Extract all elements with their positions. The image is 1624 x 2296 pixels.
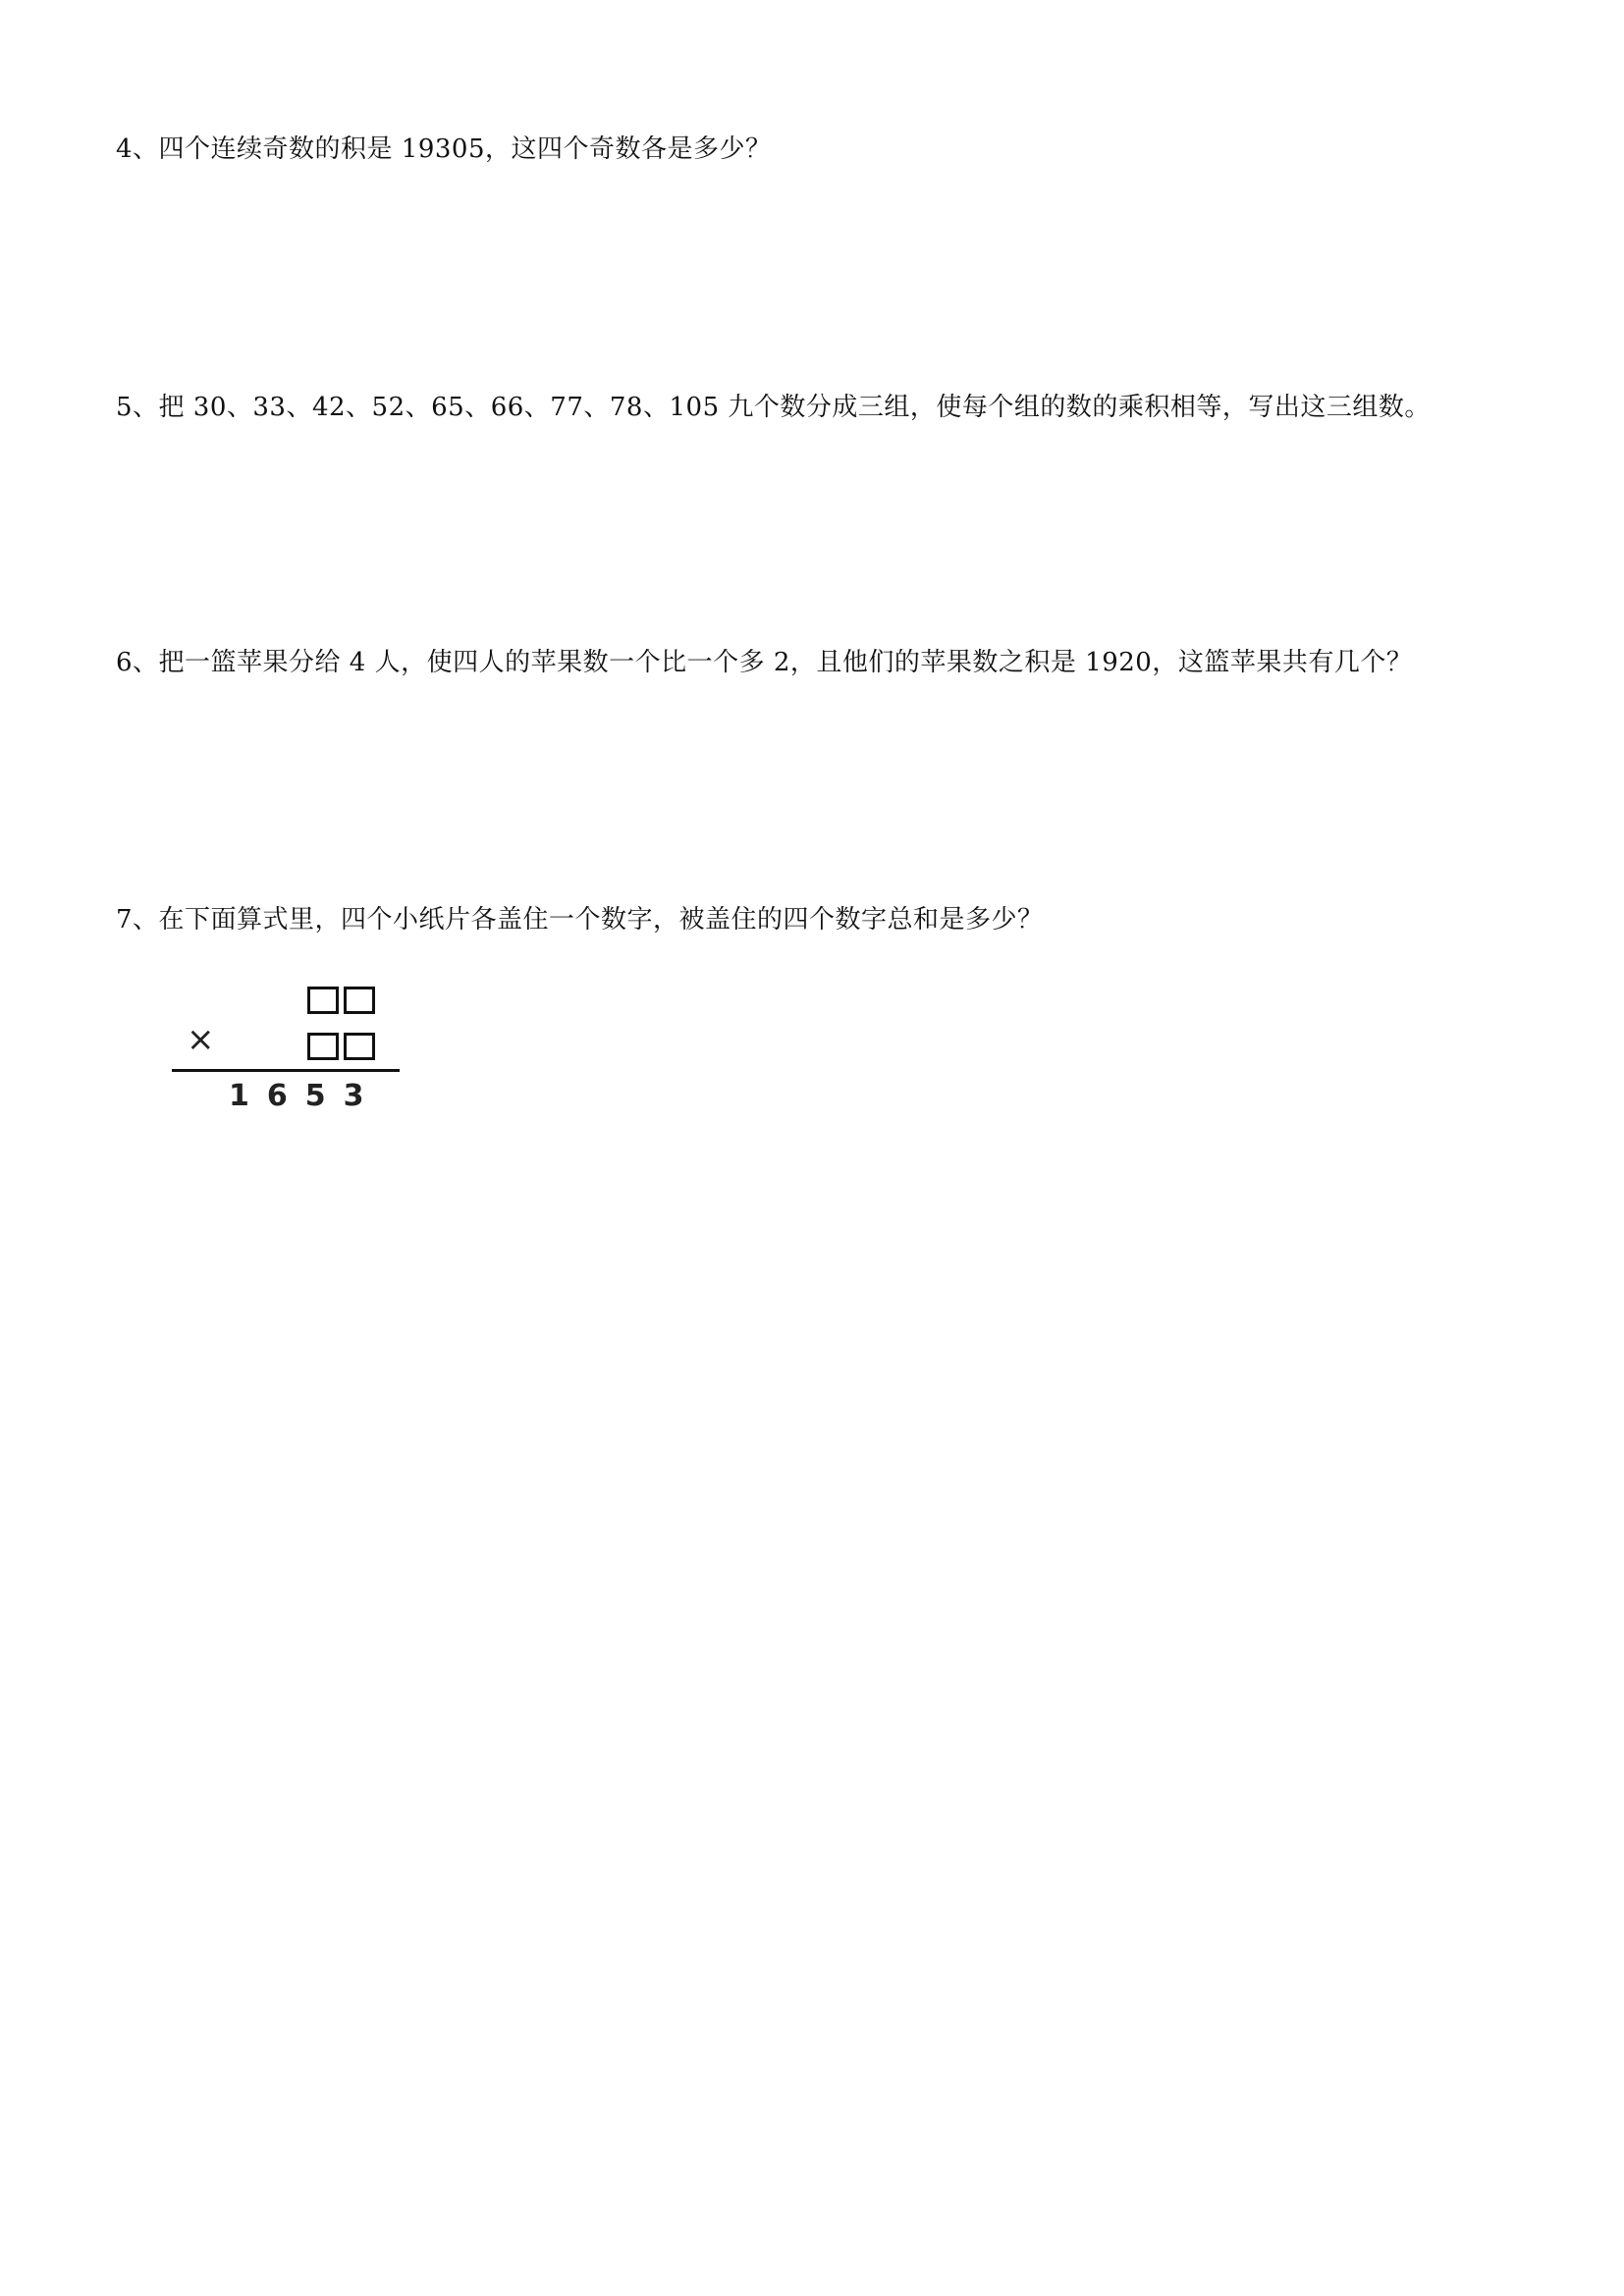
product-rule-line [172, 1069, 400, 1072]
covered-digit-box [344, 987, 375, 1014]
question-4: 4、四个连续奇数的积是 19305，这四个奇数各是多少？ [116, 134, 772, 164]
covered-digit-box [307, 987, 339, 1014]
covered-digit-box [307, 1033, 339, 1060]
multiplication-figure [167, 977, 403, 1124]
question-7: 7、在下面算式里，四个小纸片各盖住一个数字，被盖住的四个数字总和是多少？ [116, 905, 1044, 934]
multiply-sign: × [187, 1020, 215, 1059]
question-6: 6、把一篮苹果分给 4 人，使四人的苹果数一个比一个多 2，且他们的苹果数之积是 1920，这篮苹果共有几个？ [116, 648, 1413, 677]
covered-digit-box [344, 1033, 375, 1060]
question-5: 5、把 30、33、42、52、65、66、77、78、105 九个数分成三组，使每个组的数的乘积相等，写出这三组数。 [116, 393, 1431, 422]
product-value: 1653 [229, 1079, 382, 1113]
